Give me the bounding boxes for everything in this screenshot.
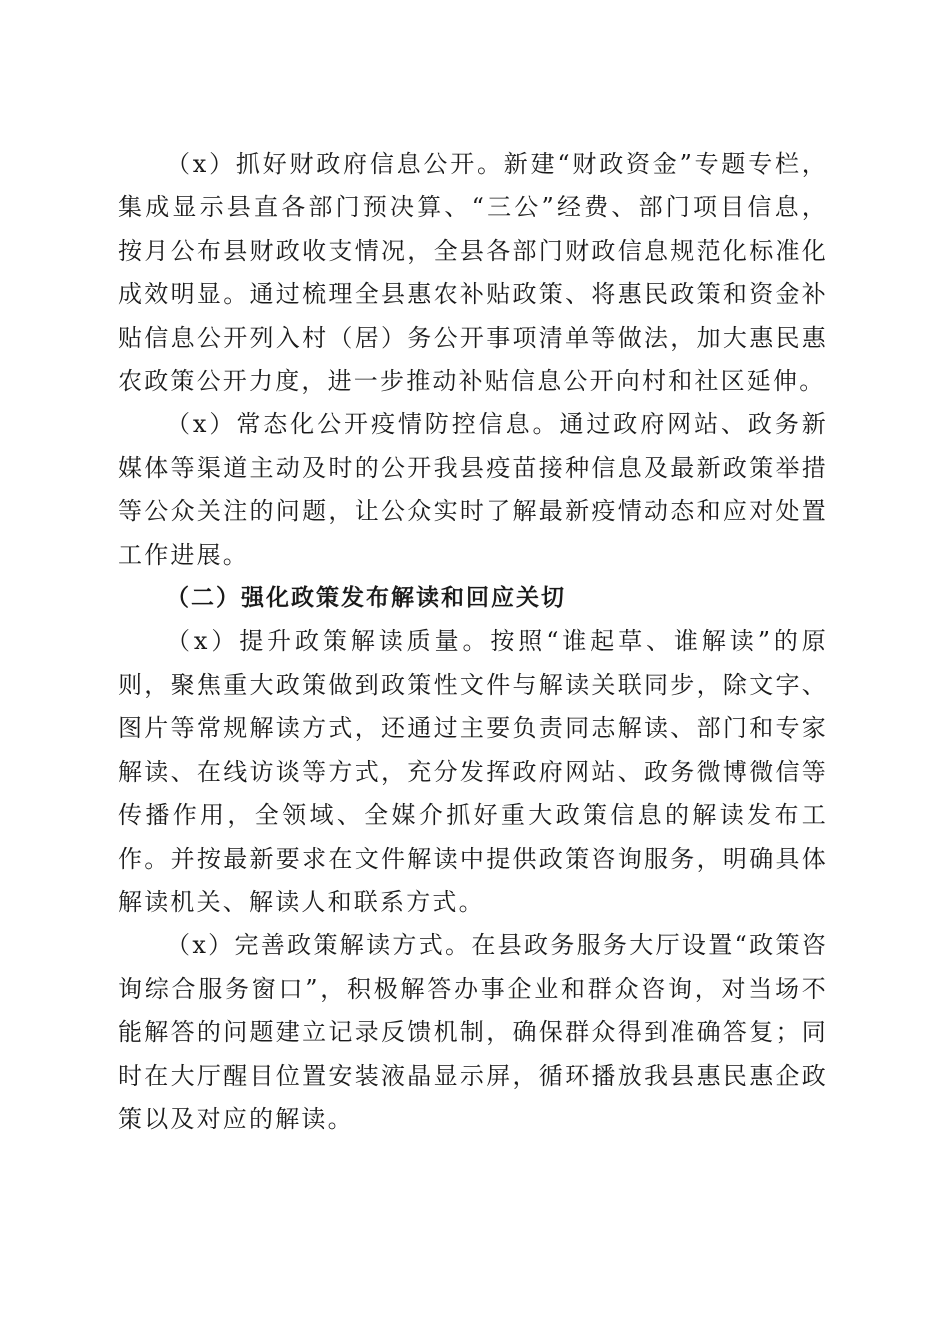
paragraph-interpretation-methods: （x）完善政策解读方式。在县政务服务大厅设置“政策咨询综合服务窗口”，积极解答办事企业和群众咨询，对当场不能解答的问题建立记录反馈机制，确保群众得到准确答复；同时在大厅醒目位置安装液晶显示屏，循环播放我县惠民惠企政策以及对应的解读。 (118, 931, 828, 1133)
section-heading-policy-interpretation: （二）强化政策发布解读和回应关切 (166, 585, 566, 612)
paragraph-epidemic-info-disclosure: （x）常态化公开疫情防控信息。通过政府网站、政务新媒体等渠道主动及时的公开我县疫苗接种信息及最新政策举措等公众关注的问题，让公众实时了解最新疫情动态和应对处置工作进展。 (118, 410, 828, 569)
paragraph-interpretation-quality: （x）提升政策解读质量。按照“谁起草、谁解读”的原则，聚焦重大政策做到政策性文件与解读关联同步，除文字、图片等常规解读方式，还通过主要负责同志解读、部门和专家解读、在线访谈等方式，充分发挥政府网站、政务微博微信等传播作用，全领域、全媒介抓好重大政策信息的解读发布工作。并按最新要求在文件解读中提供政策咨询服务，明确具体解读机关、解读人和联系方式。 (118, 627, 828, 916)
document-body (118, 143, 828, 1141)
paragraph-financial-info-disclosure: （x）抓好财政府信息公开。新建“财政资金”专题专栏，集成显示县直各部门预决算、“三公”经费、部门项目信息，按月公布县财政收支情况，全县各部门财政信息规范化标准化成效明显。通过梳理全县惠农补贴政策、将惠民政策和资金补贴信息公开列入村（居）务公开事项清单等做法，加大惠民惠农政策公开力度，进一步推动补贴信息公开向村和社区延伸。 (118, 150, 828, 396)
